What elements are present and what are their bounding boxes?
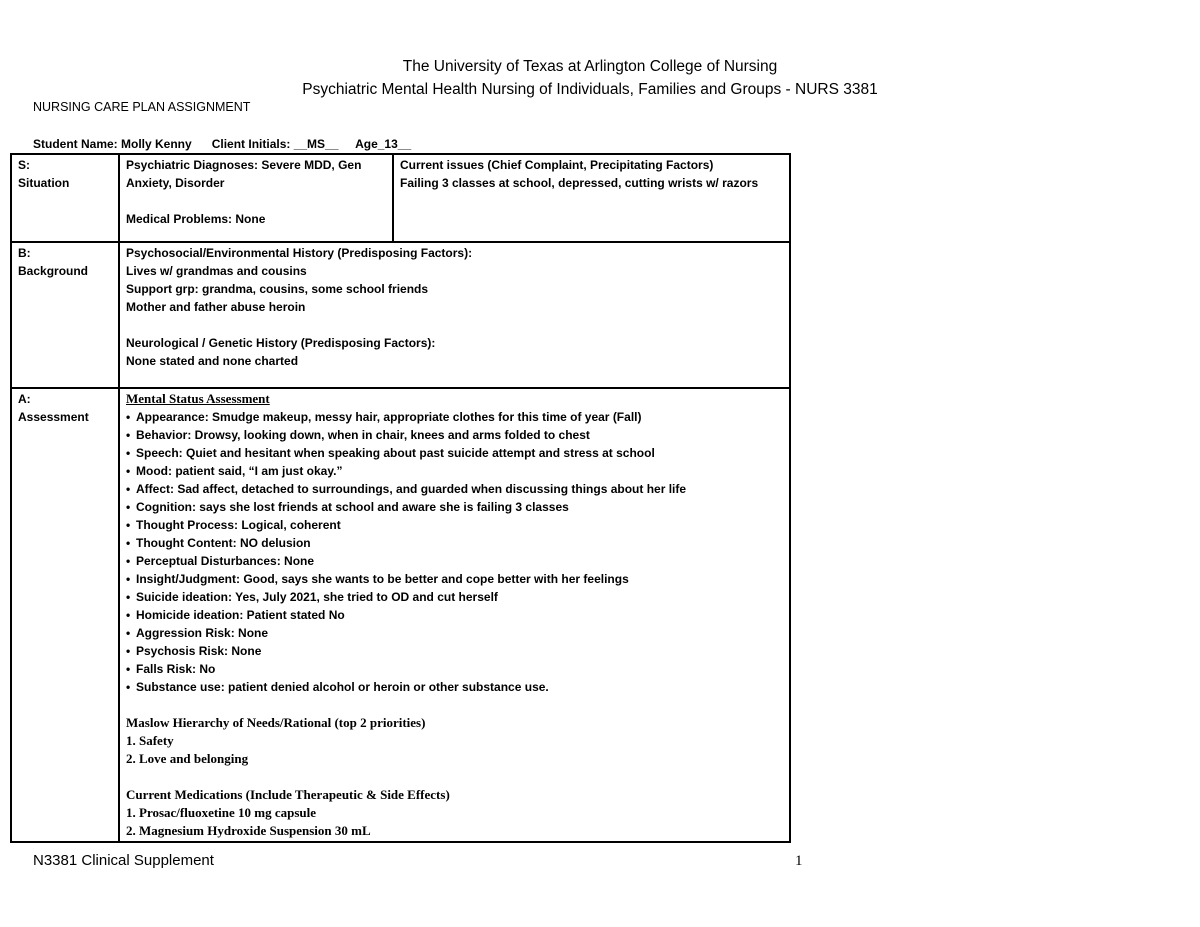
mse-item: • Thought Content: NO delusion: [126, 534, 783, 552]
current-issues-heading: Current issues (Chief Complaint, Precipitating Factors): [400, 158, 714, 172]
mental-status-heading: Mental Status Assessment: [126, 391, 270, 406]
psychosocial-heading: Psychosocial/Environmental History (Predisposing Factors):: [126, 246, 473, 260]
diagnoses-line-1: Psychiatric Diagnoses: Severe MDD, Gen: [126, 158, 362, 172]
mse-item: • Thought Process: Logical, coherent: [126, 516, 783, 534]
client-initials: Client Initials: __MS__: [211, 137, 339, 151]
background-content-cell: [119, 242, 790, 388]
care-plan-table: [10, 153, 791, 843]
background-row: [11, 242, 790, 388]
mse-item: • Homicide ideation: Patient stated No: [126, 606, 783, 624]
diagnoses-cell: [119, 154, 393, 242]
situation-label: Situation: [18, 176, 70, 190]
mse-item: • Mood: patient said, “I am just okay.”: [126, 462, 783, 480]
situation-row: [11, 154, 790, 242]
background-label-cell: [11, 242, 119, 388]
course-title: Psychiatric Mental Health Nursing of Individuals, Families and Groups - NURS 3381: [302, 81, 878, 98]
assessment-content-cell: [119, 388, 790, 842]
mse-item: • Behavior: Drowsy, looking down, when in chair, knees and arms folded to chest: [126, 426, 783, 444]
footer-text: N3381 Clinical Supplement: [33, 852, 214, 869]
diagnoses-line-2: Anxiety, Disorder: [126, 176, 225, 190]
assessment-label-cell: [11, 388, 119, 842]
neurological-heading: Neurological / Genetic History (Predisposing Factors):: [126, 336, 436, 350]
student-info-line: [33, 137, 411, 151]
assessment-label: Assessment: [18, 410, 89, 424]
mse-item: • Substance use: patient denied alcohol or heroin or other substance use.: [126, 678, 783, 696]
medication-item: 1. Prosac/fluoxetine 10 mg capsule: [126, 805, 317, 820]
mse-item: • Cognition: says she lost friends at school and aware she is failing 3 classes: [126, 498, 783, 516]
assignment-heading: NURSING CARE PLAN ASSIGNMENT: [33, 100, 251, 114]
maslow-heading: Maslow Hierarchy of Needs/Rational (top 2 priorities): [126, 715, 426, 730]
neurological-text: None stated and none charted: [126, 354, 299, 368]
page-number: 1: [795, 853, 803, 869]
mse-item: • Perceptual Disturbances: None: [126, 552, 783, 570]
situation-label-cell: [11, 154, 119, 242]
mse-item: • Appearance: Smudge makeup, messy hair, appropriate clothes for this time of year (Fall): [126, 408, 783, 426]
mse-item: • Aggression Risk: None: [126, 624, 783, 642]
mse-item: • Affect: Sad affect, detached to surroundings, and guarded when discussing things about her life: [126, 480, 783, 498]
current-issues-text: Failing 3 classes at school, depressed, cutting wrists w/ razors: [400, 176, 759, 190]
background-line: Lives w/ grandmas and cousins: [126, 264, 307, 278]
current-issues-cell: [393, 154, 790, 242]
medication-item: 2. Magnesium Hydroxide Suspension 30 mL: [126, 823, 371, 838]
maslow-item: 1. Safety: [126, 733, 174, 748]
background-label: Background: [18, 264, 89, 278]
background-line: Mother and father abuse heroin: [126, 300, 306, 314]
student-name: Student Name: Molly Kenny: [33, 137, 192, 151]
mse-item: • Psychosis Risk: None: [126, 642, 783, 660]
situation-label-letter: S:: [18, 158, 30, 172]
background-line: Support grp: grandma, cousins, some school friends: [126, 282, 429, 296]
medications-heading: Current Medications (Include Therapeutic & Side Effects): [126, 787, 450, 802]
background-label-letter: B:: [18, 246, 31, 260]
maslow-item: 2. Love and belonging: [126, 751, 249, 766]
assessment-label-letter: A:: [18, 392, 31, 406]
mse-item: • Speech: Quiet and hesitant when speaking about past suicide attempt and stress at school: [126, 444, 783, 462]
document-title: The University of Texas at Arlington College of Nursing: [402, 58, 778, 75]
client-age: Age_13__: [355, 137, 412, 151]
mse-item: • Insight/Judgment: Good, says she wants to be better and cope better with her feelings: [126, 570, 783, 588]
assessment-row: [11, 388, 790, 842]
mse-item: • Falls Risk: No: [126, 660, 783, 678]
medical-problems: Medical Problems: None: [126, 212, 266, 226]
mse-item: • Suicide ideation: Yes, July 2021, she tried to OD and cut herself: [126, 588, 783, 606]
